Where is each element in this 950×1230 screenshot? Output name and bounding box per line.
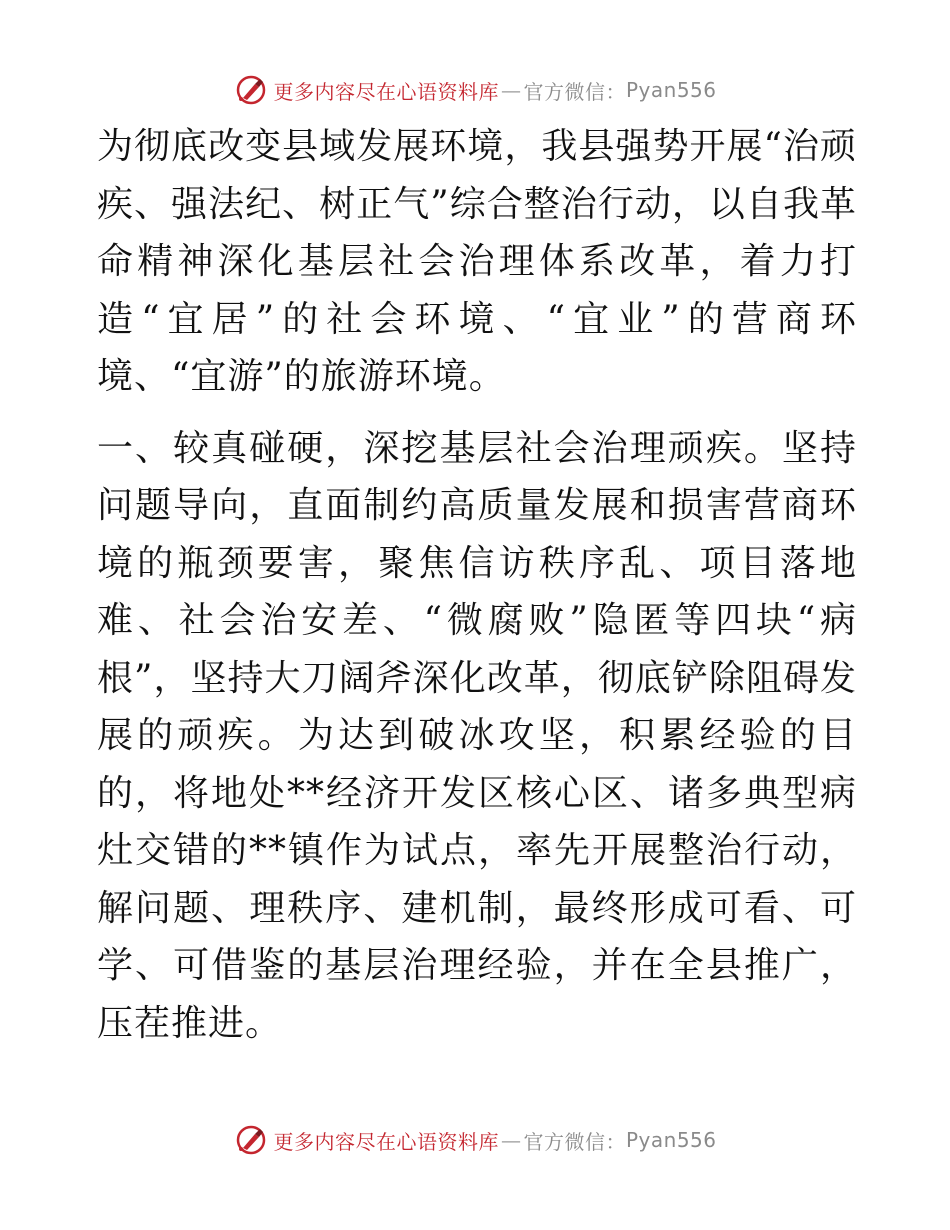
watermark-site-text: 更多内容尽在心语资料库 — [273, 79, 499, 104]
footer-watermark — [0, 1120, 950, 1160]
pen-nib-logo-icon — [233, 1122, 269, 1158]
watermark-dash: — — [500, 78, 522, 102]
watermark-dash: — — [500, 1128, 522, 1152]
watermark-account: Pyan556 — [625, 1128, 717, 1152]
watermark-account: Pyan556 — [625, 78, 717, 102]
paragraph-section-one: 一、较真碰硬，深挖基层社会治理顽疾。坚持问题导向，直面制约高质量发展和损害营商环境的瓶颈要害，聚焦信访秩序乱、项目落地难、社会治安差、“微腐败”隐匿等四块“病根”，坚持大刀阔斧深化改革，彻底铲除阻碍发展的顽疾。为达到破冰攻坚，积累经验的目的，将地处**经济开发区核心区、诸多典型病灶交错的**镇作为试点，率先开展整治行动，解问题、理秩序、建机制，最终形成可看、可学、可借鉴的基层治理经验，并在全县推广，压茬推进。 — [97, 427, 857, 1044]
watermark-official-label: 官方微信： — [523, 79, 626, 104]
watermark-site-text: 更多内容尽在心语资料库 — [273, 1129, 499, 1154]
watermark-official-label: 官方微信： — [523, 1129, 626, 1154]
paragraph-intro: 为彻底改变县域发展环境，我县强势开展“治顽疾、强法纪、树正气”综合整治行动，以自我革命精神深化基层社会治理体系改革，着力打造“宜居”的社会环境、“宜业”的营商环境、“宜游”的旅游环境。 — [97, 126, 857, 397]
document-body — [97, 118, 857, 1052]
pen-nib-logo-icon — [233, 72, 269, 108]
header-watermark — [0, 70, 950, 110]
